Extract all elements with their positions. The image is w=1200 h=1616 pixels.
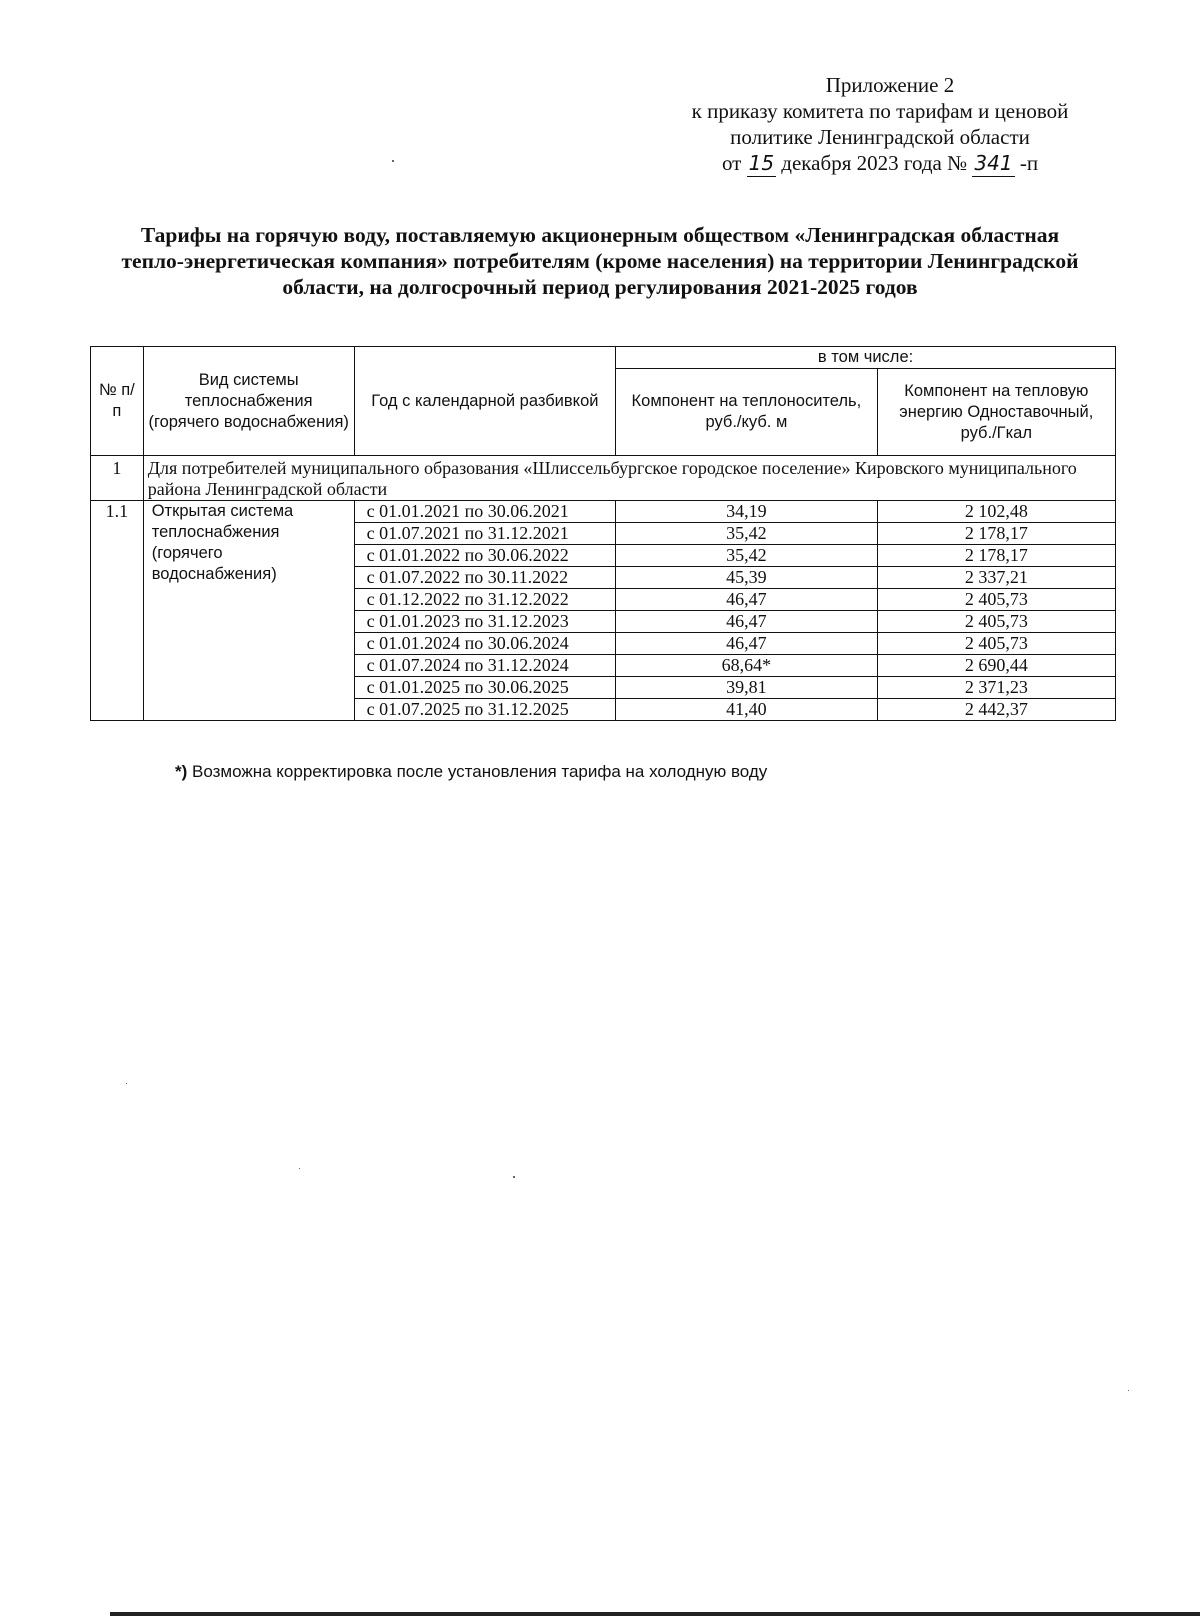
period-cell: с 01.12.2022 по 31.12.2022	[354, 589, 616, 611]
date-suffix: -п	[1019, 151, 1039, 175]
energy-cell: 2 178,17	[877, 523, 1115, 545]
scan-speck	[392, 160, 394, 162]
carrier-cell: 46,47	[616, 589, 878, 611]
header-energy-component: Компонент на тепловую энергию Одноставочный, руб./Гкал	[877, 369, 1115, 456]
appendix-reference	[620, 72, 1140, 177]
energy-cell: 2 337,21	[877, 567, 1115, 589]
energy-cell: 2 178,17	[877, 545, 1115, 567]
header-period: Год с календарной разбивкой	[354, 347, 616, 456]
carrier-cell: 35,42	[616, 523, 878, 545]
header-carrier-component: Компонент на теплоноситель, руб./куб. м	[616, 369, 878, 456]
appendix-number: Приложение 2	[825, 73, 955, 97]
subgroup-system-type: Открытая система теплоснабжения (горячего водоснабжения)	[143, 501, 354, 721]
energy-cell: 2 371,23	[877, 677, 1115, 699]
appendix-committee-line: политике Ленинградской области	[730, 125, 1030, 149]
footnote-text: Возможна корректировка после установления тарифа на холодную воду	[192, 762, 768, 781]
period-cell: с 01.07.2025 по 31.12.2025	[354, 699, 616, 721]
scan-speck	[513, 1176, 515, 1178]
header-including: в том числе:	[616, 347, 1116, 369]
footnote	[175, 761, 767, 783]
energy-cell: 2 405,73	[877, 633, 1115, 655]
handwritten-day: 15	[748, 151, 775, 175]
date-prefix: от	[721, 151, 742, 175]
period-cell: с 01.07.2022 по 30.11.2022	[354, 567, 616, 589]
date-middle: декабря 2023 года №	[781, 151, 968, 175]
footnote-mark: *)	[175, 762, 188, 781]
appendix-order-line: к приказу комитета по тарифам и ценовой	[691, 99, 1069, 123]
carrier-cell: 45,39	[616, 567, 878, 589]
group-row	[91, 456, 1116, 501]
carrier-cell: 41,40	[616, 699, 878, 721]
carrier-cell: 35,42	[616, 545, 878, 567]
carrier-cell: 46,47	[616, 633, 878, 655]
period-cell: с 01.07.2024 по 31.12.2024	[354, 655, 616, 677]
subgroup-number: 1.1	[91, 501, 144, 721]
scan-speck	[299, 1168, 300, 1169]
period-cell: с 01.01.2021 по 30.06.2021	[354, 501, 616, 523]
scan-bottom-edge	[110, 1612, 1200, 1616]
energy-cell: 2 690,44	[877, 655, 1115, 677]
scan-speck	[1128, 1390, 1129, 1391]
group-number: 1	[91, 456, 144, 501]
group-description: Для потребителей муниципального образования «Шлиссельбургское городское поселение» Кировского муниципального района Ленинградской области	[143, 456, 1115, 501]
carrier-cell: 34,19	[616, 501, 878, 523]
table-row	[91, 501, 1116, 523]
carrier-cell: 39,81	[616, 677, 878, 699]
energy-cell: 2 102,48	[877, 501, 1115, 523]
period-cell: с 01.01.2025 по 30.06.2025	[354, 677, 616, 699]
energy-cell: 2 405,73	[877, 589, 1115, 611]
period-cell: с 01.01.2023 по 31.12.2023	[354, 611, 616, 633]
carrier-cell: 46,47	[616, 611, 878, 633]
scan-speck	[126, 1083, 127, 1084]
appendix-date-line	[620, 150, 1140, 177]
tariff-table	[90, 346, 1116, 721]
energy-cell: 2 405,73	[877, 611, 1115, 633]
period-cell: с 01.07.2021 по 31.12.2021	[354, 523, 616, 545]
handwritten-order-number: 341	[974, 151, 1013, 175]
header-number: № п/п	[91, 347, 144, 456]
carrier-cell: 68,64*	[616, 655, 878, 677]
period-cell: с 01.01.2022 по 30.06.2022	[354, 545, 616, 567]
document-title: Тарифы на горячую воду, поставляемую акционерным обществом «Ленинградская областная тепло-энергетическая компания» потребителям (кроме населения) на территории Ленинградской области, на долгосрочный период регулирования 2021-2025 годов	[121, 223, 1079, 299]
energy-cell: 2 442,37	[877, 699, 1115, 721]
header-system-type: Вид системы теплоснабжения (горячего водоснабжения)	[143, 347, 354, 456]
period-cell: с 01.01.2024 по 30.06.2024	[354, 633, 616, 655]
